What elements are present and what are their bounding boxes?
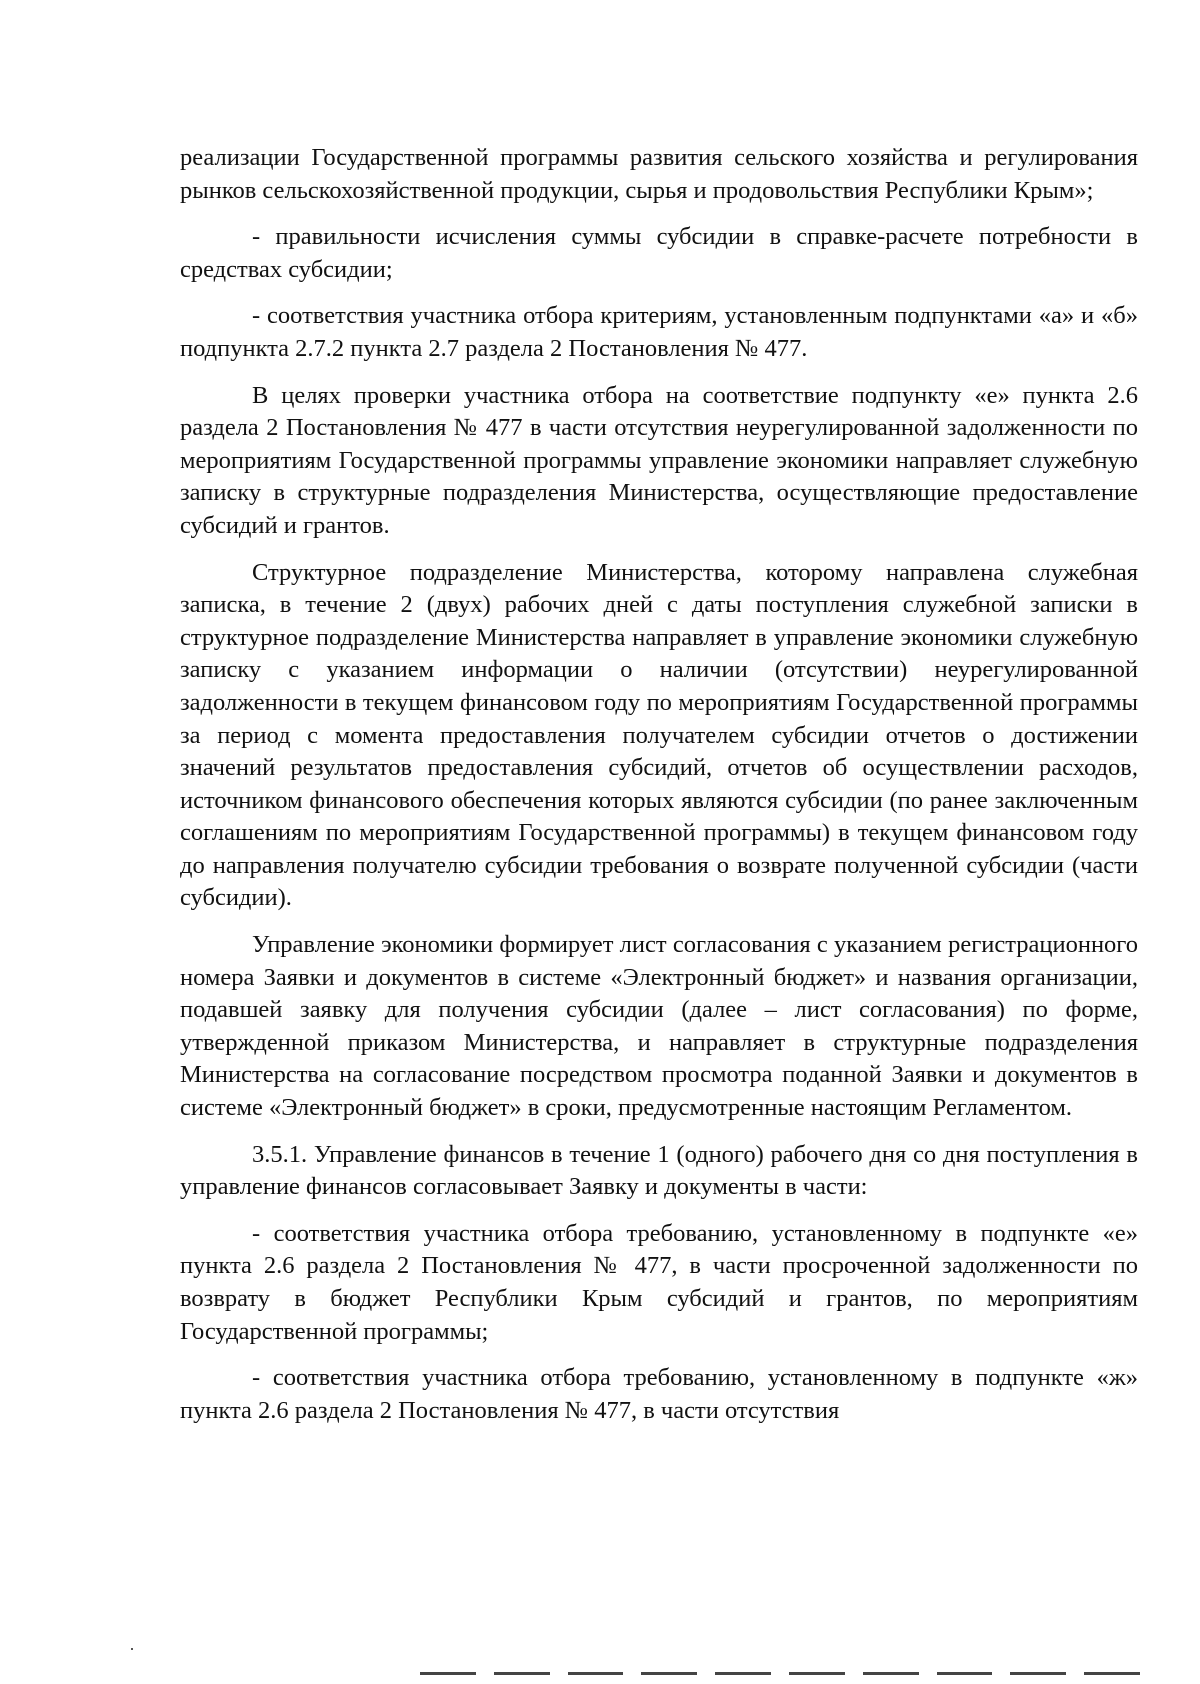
scan-mark [937, 1672, 993, 1675]
scan-mark [494, 1672, 550, 1675]
scan-mark [715, 1672, 771, 1675]
document-body [180, 142, 1138, 1441]
scan-mark [1084, 1672, 1140, 1675]
paragraph-debt-check: В целях проверки участника отбора на соответствие подпункту «е» пункта 2.6 раздела 2 Постановления № 477 в части отсутствия неурегулированной задолженности по мероприятиям Государственной программы управление экономики направляет служебную записку в структурные подразделения Министерства, осуществляющие предоставление субсидий и грантов. [180, 381, 1138, 539]
paragraph-subsidy-calculation: - правильности исчисления суммы субсидии в справке-расчете потребности в средствах субсидии; [180, 223, 1138, 283]
paragraph-requirement-e: - соответствия участника отбора требованию, установленному в подпункте «е» пункта 2.6 раздела 2 Постановления № 477, в части просроченной задолженности по возврату в бюджет Республики Крым субсидий и грантов, по мероприятиям Государственной программы; [180, 1219, 1138, 1345]
paragraph-criteria-compliance: - соответствия участника отбора критериям, установленным подпунктами «а» и «б» подпункта 2.7.2 пункта 2.7 раздела 2 Постановления № 477. [180, 302, 1138, 362]
scan-mark [641, 1672, 697, 1675]
scan-mark [1010, 1672, 1066, 1675]
scan-mark [568, 1672, 624, 1675]
paragraph-requirement-zh: - соответствия участника отбора требованию, установленному в подпункте «ж» пункта 2.6 раздела 2 Постановления № 477, в части отсутствия [180, 1364, 1138, 1424]
paragraph-section-3-5-1: 3.5.1. Управление финансов в течение 1 (одного) рабочего дня со дня поступления в управление финансов согласовывает Заявку и документы в части: [180, 1140, 1138, 1201]
scan-mark [420, 1672, 476, 1675]
paragraph-approval-sheet: Управление экономики формирует лист согласования с указанием регистрационного номера Заявки и документов в системе «Электронный бюджет» и названия организации, подавшей заявку для получения субсидии (далее – лист согласования) по форме, утвержденной приказом Министерства, и направляет в структурные подразделения Министерства на согласование посредством просмотра поданной Заявки и документов в системе «Электронный бюджет» в сроки, предусмотренные настоящим Регламентом. [180, 931, 1138, 1122]
paragraph-structural-unit: Структурное подразделение Министерства, которому направлена служебная записка, в течение 2 (двух) рабочих дней с даты поступления служебной записки в структурное подразделение Министерства направляет в управление экономики служебную записку с указанием информации о наличии (отсутствии) неурегулированной задолженности в текущем финансовом году по мероприятиям Государственной программы за период с момента предоставления получателем субсидии отчетов о достижении значений результатов предоставления субсидий, отчетов об осуществлении расходов, источником финансового обеспечения которых являются субсидии (по ранее заключенным соглашениям по мероприятиям Государственной программы) в текущем финансовом году до направления получателю субсидии требования о возврате полученной субсидии (части субсидии). [180, 558, 1138, 912]
scan-bottom-edge-marks [420, 1672, 1140, 1676]
scan-mark [863, 1672, 919, 1675]
scan-speck [131, 1648, 133, 1650]
paragraph-continuation: реализации Государственной программы развития сельского хозяйства и регулирования рынков сельскохозяйственной продукции, сырья и продовольствия Республики Крым»; [180, 144, 1138, 204]
scan-mark [789, 1672, 845, 1675]
